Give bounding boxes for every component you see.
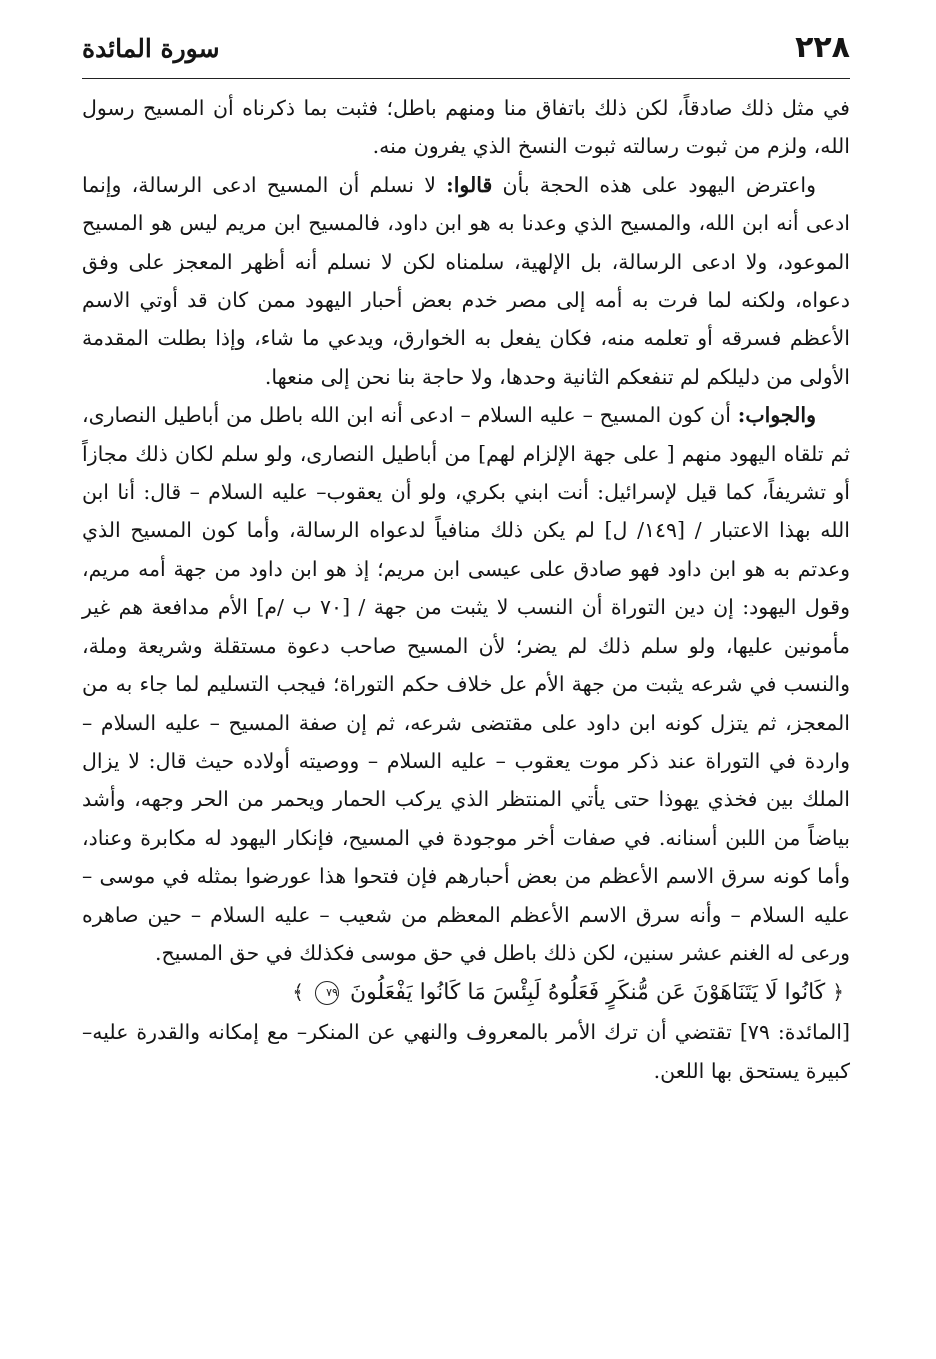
verse-text: كَانُوا لَا يَتَنَاهَوْنَ عَن مُّنكَرٍ فَعَلُوهُ لَبِئْسَ مَا كَانُوا يَفْعَلُونَ [349, 980, 826, 1006]
book-page [82, 28, 850, 1328]
page-number: ٢٢٨ [795, 30, 850, 65]
surah-title: سورة المائدة [82, 34, 220, 63]
paragraph-objection [82, 166, 850, 396]
paragraph-text: لا نسلم أن المسيح ادعى الرسالة، وإنما ادعى أنه ابن الله، والمسيح الذي وعدنا به هو ابن داود، فالمسيح ابن مريم ليس هو المسيح الموعود، ولا ادعى الرسالة، بل الإلهية، سلمناه لكن لا نسلم أنه أظهر المعجز على وفق دعواه، ولكنه لما فرت به أمه إلى مصر خدم بعض أحبار اليهود ممن كان قد أوتي الاسم الأعظم فسرقه أو تعلمه منه، فكان يفعل به الخوارق، ويدعي ما شاء، وإذا بطلت المقدمة الأولى من دليلكم لم تنفعكم الثانية وحدها، ولا حاجة بنا نحن إلى منعها. [82, 172, 850, 389]
verse-open-bracket: ﴿ [832, 980, 844, 1005]
bold-term-answer: والجواب: [737, 403, 816, 428]
paragraph-answer [82, 396, 850, 972]
paragraph-text: في مثل ذلك صادقاً، لكن ذلك باتفاق منا ومنهم باطل؛ فثبت بما ذكرناه أن المسيح رسول الله، ولزم من ثبوت رسالته ثبوت النسخ الذي يفرون منه. [82, 96, 850, 159]
bold-term-qalu: قالوا: [446, 172, 493, 197]
paragraph-text: أن كون المسيح – عليه السلام – ادعى أنه ابن الله باطل من أباطيل النصارى، ثم تلقاه اليهود منهم [ على جهة الإلزام لهم] من أباطيل النصارى، ولو سلم لكان ذلك مجازاً أو تشريفاً، كما قيل لإسرائيل: أنت ابني بكري، ولو أن يعقوب– عليه السلام – قال: أنا ابن الله بهذا الاعتبار / [١٤٩/ ل] لم يكن ذلك منافياً لدعواه الرسالة، وأما كون المسيح الذي وعدتم به هو ابن داود فهو صادق على عيسى ابن مريم؛ إذ هو ابن داود من جهة أمه مريم، وقول اليهود: إن دين التوراة أن النسب لا يثبت من جهة / [٧٠ ب /م] الأم مدافعة هم غير مأمونين عليها، ولو سلم ذلك لم يضر؛ لأن المسيح صاحب دعوة مستقلة وشريعة وملة، والنسب في شرعه يثبت من جهة الأم عل خلاف حكم التوراة؛ فيجب التسليم لما جاء به من المعجز، ثم يتزل كونه ابن داود على مقتضى شرعه، ثم إن صفة المسيح – عليه السلام – واردة في التوراة عند ذكر موت يعقوب – عليه السلام – ووصيته أولاده حيث قال: لا يزال الملك بين فخذي يهوذا حتى يأتي المنتظر الذي يركب الحمار ويحمر من الحر وجهه، وأشد بياضاً من اللبن أسنانه. في صفات أخر موجودة في المسيح، فإنكار اليهود له مكابرة وعناد، وأما كونه سرق الاسم الأعظم من بعض أحبارهم فإن فتحوا هذا عورضوا بمثله في موسى – عليه السلام – وأنه سرق الاسم الأعظم المعظم من شعيب – عليه السلام – حين صاهره ورعى له الغنم عشر سنين، لكن ذلك باطل في حق موسى فكذلك في حق المسيح. [82, 403, 851, 965]
paragraph-closing [82, 1013, 850, 1090]
quran-verse [82, 972, 850, 1013]
ayah-number-marker: ٧٩ [315, 981, 339, 1005]
verse-close-bracket: ﴾ [292, 980, 304, 1005]
paragraph-lead: واعترض اليهود على هذه الحجة بأن [502, 172, 816, 197]
page-header [82, 28, 850, 79]
paragraph-conclusion [82, 89, 850, 166]
paragraph-text: [المائدة: ٧٩] تقتضي أن ترك الأمر بالمعروف والنهي عن المنكر– مع إمكانه والقدرة عليه– كبيرة يستحق بها اللعن. [82, 1020, 850, 1083]
page-body [82, 89, 850, 1090]
